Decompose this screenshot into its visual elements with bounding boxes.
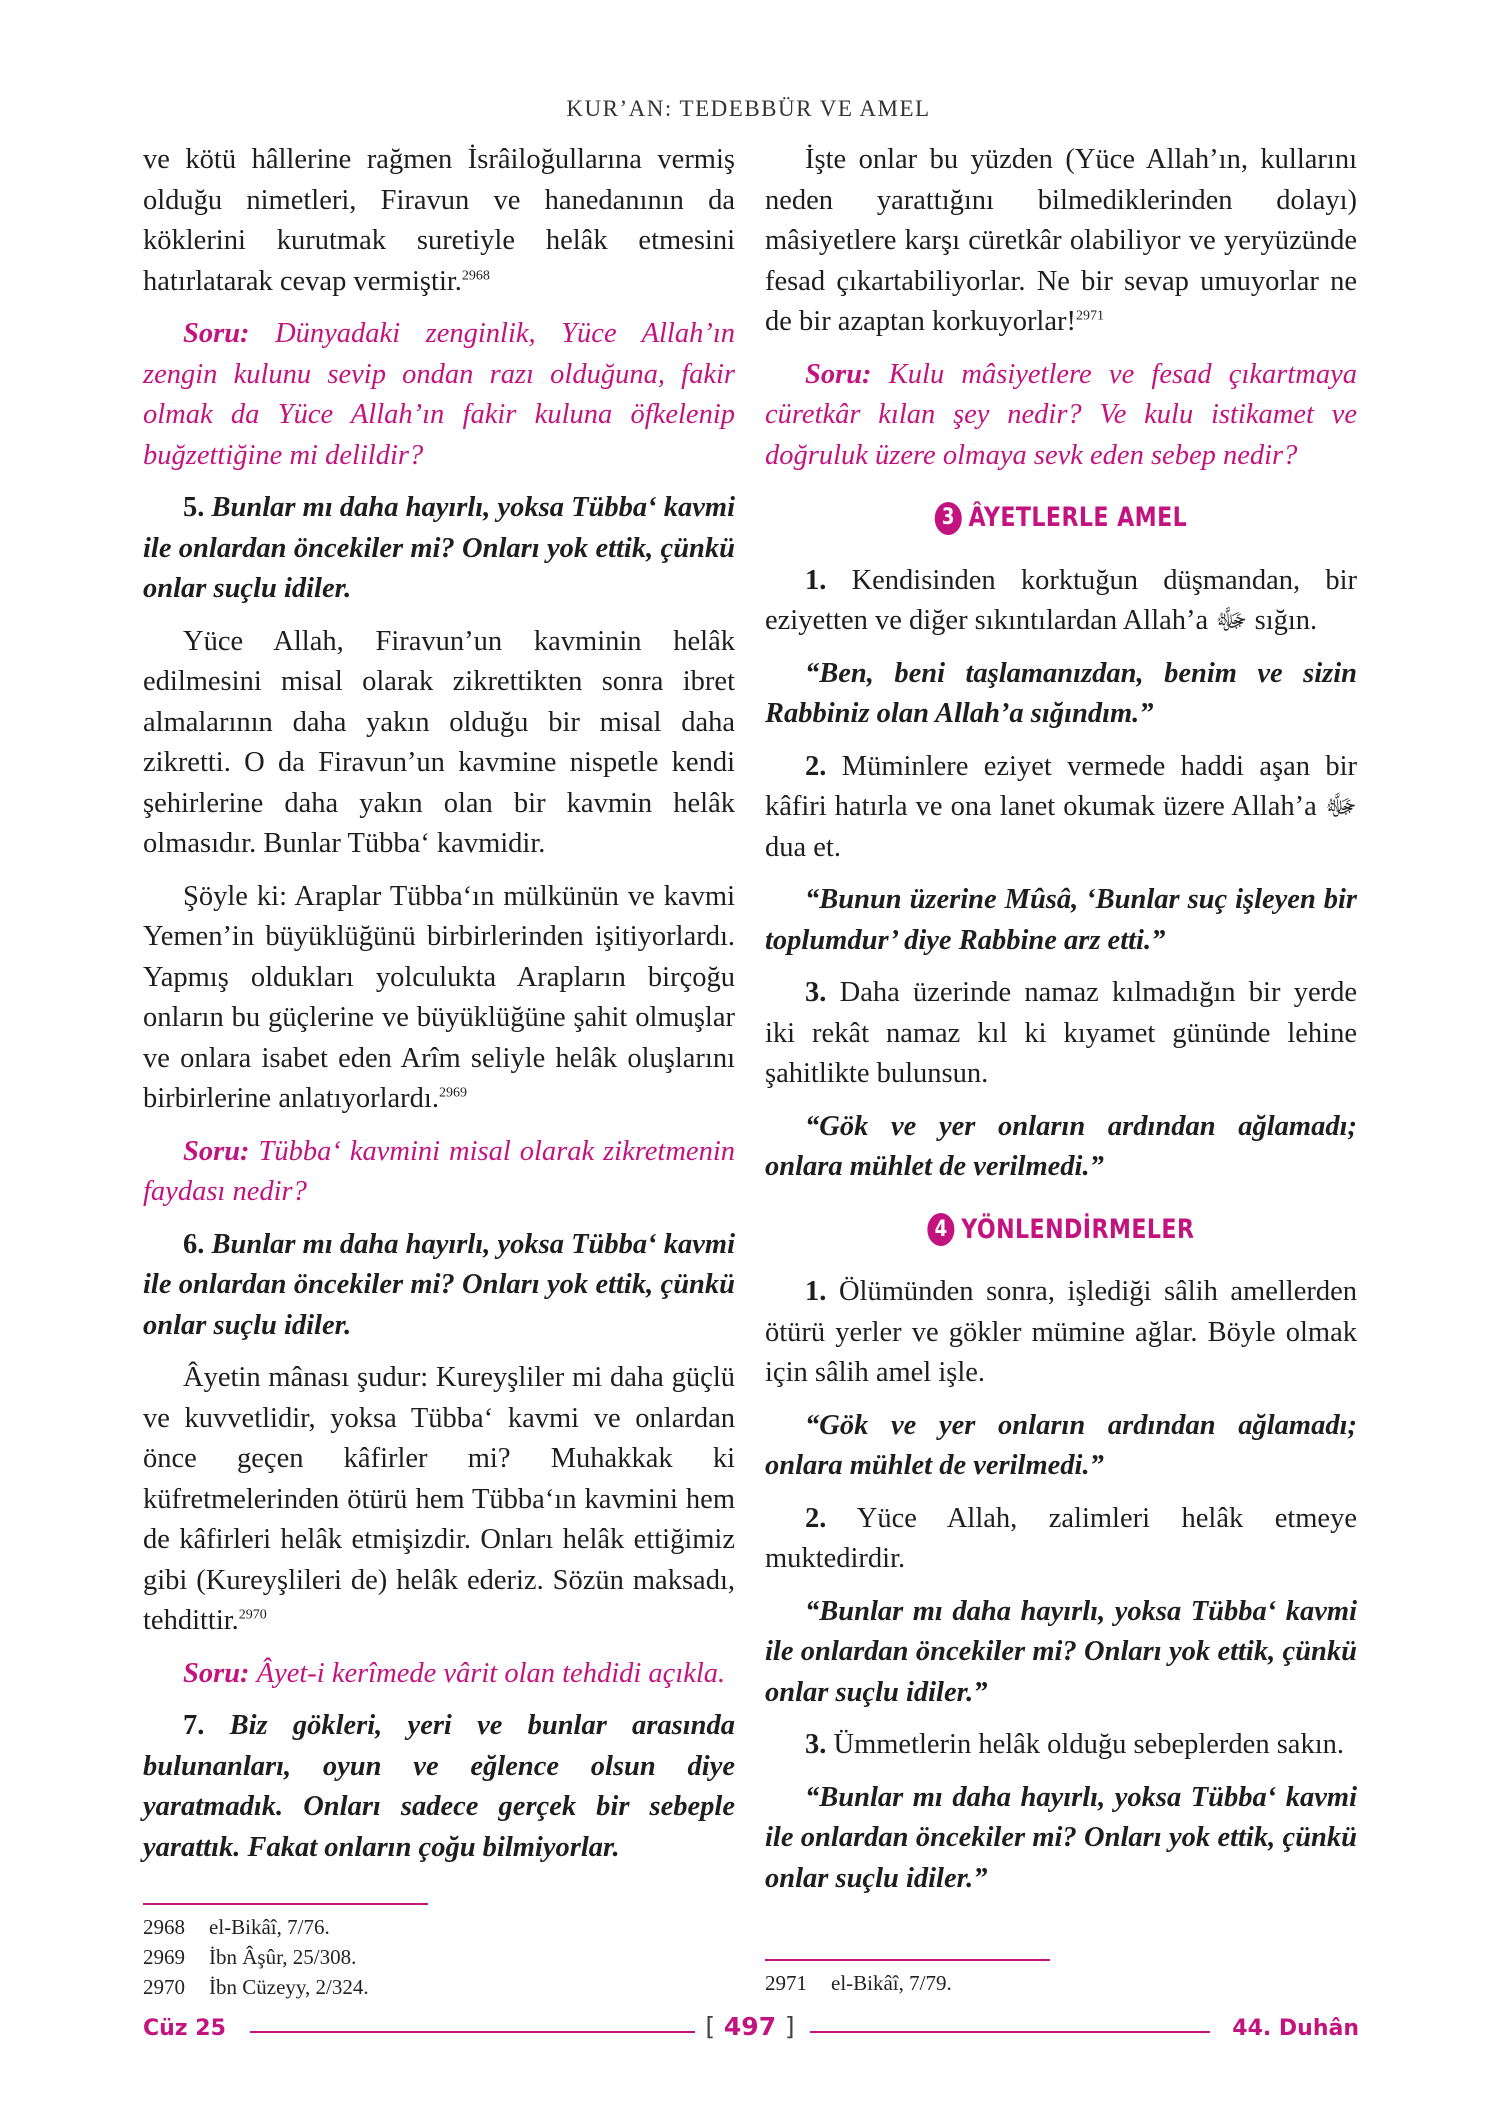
item-text: Yüce Allah, zalimleri helâk etmeye muktedirdir. xyxy=(765,1502,1357,1574)
footnote-text: el-Bikâî, 7/76. xyxy=(209,1915,330,1939)
section-title: YÖNLENDİRMELER xyxy=(961,1213,1195,1245)
question-text: Dünyadaki zenginlik, Yüce Allah’ın zengin kulunu sevip ondan razı olduğuna, fakir olmak da Yüce Allah’ın fakir kuluna öfkelenip buğzettiğine mi delildir? xyxy=(143,318,736,471)
item-number: 3. xyxy=(805,1729,827,1760)
paragraph xyxy=(143,140,735,302)
footnote-number: 2969 xyxy=(143,1945,185,1969)
section-heading-yonlendirmeler xyxy=(818,1210,1303,1251)
item-number: 2. xyxy=(805,1502,827,1534)
verse-quote: “Bunlar mı daha hayırlı, yoksa Tübba‘ kavmi ile onlardan öncekiler mi? Onları yok ettik, çünkü onlar suçlu idiler.” xyxy=(765,1595,1357,1708)
question-text: Âyet-i kerîmede vârit olan tehdidi açıkla. xyxy=(256,1657,726,1689)
footnotes-left xyxy=(143,1912,369,2002)
section-title: ÂYETLERLE AMEL xyxy=(968,502,1188,533)
item-number: 3. xyxy=(805,977,827,1008)
verse-quote: “Bunun üzerine Mûsâ, ‘Bunlar suç işleyen bir toplumdur’ diye Rabbine arz etti.” xyxy=(765,884,1357,956)
bracket: ] xyxy=(784,2012,795,2041)
section-number-badge: 4 xyxy=(928,1213,955,1246)
paragraph-text: İşte onlar bu yüzden (Yüce Allah’ın, kullarını neden yarattığını bilmediklerinden dolayı) mâsiyetlere karşı cüretkâr olabiliyor ve yeryüzünde fesad çıkartabiliyorlar. Ne bir sevap umuyorlar ne de bir azaptan korkuyorlar! xyxy=(765,144,1357,337)
verse-quote: “Ben, beni taşlamanızdan, benim ve sizin Rabbiniz olan Allah’a sığındım.” xyxy=(765,657,1357,729)
item-text: Müminlere eziyet vermede haddi aşan bir kâfiri hatırla ve ona lanet okumak üzere Allah’a ﷻ dua et. xyxy=(765,750,1357,863)
verse-text: Biz gökleri, yeri ve bunlar arasında bulunanları, oyun ve eğlence olsun diye yaratmadık. Onları sadece gerçek bir sebeple yarattık. Fakat onların çoğu bilmiyorlar. xyxy=(143,1710,735,1863)
right-column xyxy=(765,140,1357,1911)
juz-label: Cüz 25 xyxy=(143,2016,226,2041)
footnote-rule xyxy=(143,1903,428,1905)
paragraph xyxy=(765,140,1357,343)
page-number-value: 497 xyxy=(723,2012,777,2041)
item-number: 1. xyxy=(805,1276,827,1307)
question-text: Kulu mâsiyetlere ve fesad çıkartmaya cüretkâr kılan şey nedir? Ve kulu istikamet ve doğruluk üzere olmaya sevk eden sebep nedir? xyxy=(765,358,1358,471)
verse-number: 6. xyxy=(183,1228,205,1260)
footnotes-right xyxy=(765,1968,952,1998)
footnote-rule xyxy=(765,1959,1050,1961)
question xyxy=(143,1132,735,1213)
footnote-number: 2970 xyxy=(143,1975,185,1999)
footnote-number: 2968 xyxy=(143,1915,185,1939)
footnote-ref: 2969 xyxy=(438,1085,467,1101)
footnote-ref: 2970 xyxy=(238,1607,267,1623)
item-number: 1. xyxy=(805,564,827,596)
surah-label: 44. Duhân xyxy=(1232,2016,1359,2041)
question-label: Soru: xyxy=(183,318,250,349)
paragraph-text: Âyetin mânası şudur: Kureyşliler mi daha güçlü ve kuvvetlidir, yoksa Tübba‘ kavmi ve onlardan önce geçen kâfirler mi? Muhakkak ki küfretmelerinden ötürü hem Tübba‘ın kavmini hem de kâfirleri helâk etmişizdir. Onları helâk ettiğimiz gibi (Kureyşlileri de) helâk ederiz. Sözün maksadı, tehdittir. xyxy=(143,1362,735,1636)
footer-rule xyxy=(250,2031,695,2033)
footnote xyxy=(143,1942,369,1972)
footnote-ref: 2968 xyxy=(461,268,490,283)
verse-quote: “Gök ve yer onların ardından ağlamadı; onlara mühlet de verilmedi.” xyxy=(765,1409,1357,1481)
question-label: Soru: xyxy=(805,358,872,390)
section-number-badge: 3 xyxy=(935,502,962,535)
list-item xyxy=(765,561,1357,642)
verse-item xyxy=(143,1706,735,1868)
footnote-text: İbn Cüzeyy, 2/324. xyxy=(209,1975,369,1999)
list-item xyxy=(765,1272,1357,1394)
list-item xyxy=(765,973,1357,1095)
verse-item xyxy=(143,1225,735,1347)
footnote xyxy=(765,1968,952,1998)
page-footer xyxy=(0,2014,1497,2054)
list-item xyxy=(765,1499,1357,1580)
page-number xyxy=(700,2012,800,2041)
bracket: [ xyxy=(705,2012,716,2041)
verse-quote: “Bunlar mı daha hayırlı, yoksa Tübba‘ kavmi ile onlardan öncekiler mi? Onları yok ettik, çünkü onlar suçlu idiler.” xyxy=(765,1781,1357,1894)
item-text: Daha üzerinde namaz kılmadığın bir yerde iki rekât namaz kıl ki kıyamet gününde lehine şahitlikte bulunsun. xyxy=(765,977,1358,1089)
section-heading-ayetlerle-amel xyxy=(818,498,1303,539)
verse-text: Bunlar mı daha hayırlı, yoksa Tübba‘ kavmi ile onlardan öncekiler mi? Onları yok ettik, çünkü onlar suçlu idiler. xyxy=(143,492,736,604)
item-text: Ümmetlerin helâk olduğu sebeplerden sakın. xyxy=(833,1729,1344,1760)
footer-rule xyxy=(810,2031,1210,2033)
question xyxy=(143,314,735,476)
verse-number: 7. xyxy=(183,1710,205,1741)
footnote xyxy=(143,1972,369,2002)
item-text: Ölümünden sonra, işlediği sâlih amellerden ötürü yerler ve gökler mümine ağlar. Böyle olmak için sâlih amel işle. xyxy=(765,1276,1357,1388)
list-item xyxy=(765,747,1357,869)
item-number: 2. xyxy=(805,750,827,782)
footnote-number: 2971 xyxy=(765,1971,807,1995)
footnote-text: İbn Âşûr, 25/308. xyxy=(209,1945,357,1969)
question-text: Tübba‘ kavmini misal olarak zikretmenin faydası nedir? xyxy=(143,1135,736,1207)
running-title: KUR’AN: TEDEBBÜR VE AMEL xyxy=(566,96,931,121)
paragraph xyxy=(143,877,735,1120)
left-column xyxy=(143,140,735,1880)
paragraph xyxy=(143,1358,735,1642)
paragraph-text: ve kötü hâllerine rağmen İsrâiloğullarına vermiş olduğu nimetleri, Firavun ve hanedanının da köklerini kurutmak suretiyle helâk etmesini hatırlatarak cevap vermiştir. xyxy=(143,144,735,297)
verse-number: 5. xyxy=(183,492,205,523)
item-text: Kendisinden korktuğun düşmandan, bir eziyetten ve diğer sıkıntılardan Allah’a ﷻ sığın. xyxy=(765,564,1357,636)
footnote xyxy=(143,1912,369,1942)
verse-item xyxy=(143,488,735,610)
verse-quote: “Gök ve yer onların ardından ağlamadı; onlara mühlet de verilmedi.” xyxy=(765,1110,1357,1182)
question xyxy=(765,355,1357,477)
question xyxy=(143,1654,735,1695)
verse-text: Bunlar mı daha hayırlı, yoksa Tübba‘ kavmi ile onlardan öncekiler mi? Onları yok ettik, çünkü onlar suçlu idiler. xyxy=(143,1228,736,1341)
footnote-ref: 2971 xyxy=(1075,308,1104,324)
list-item xyxy=(765,1725,1357,1766)
paragraph: Yüce Allah, Firavun’un kavminin helâk edilmesini misal olarak zikrettikten sonra ibret almalarının daha yakın olduğu bir misal daha zikretti. O da Firavun’un kavmine nispetle kendi şehirlerine daha yakın olan bir kavmin helâk olmasıdır. Bunlar Tübba‘ kavmidir. xyxy=(143,625,735,859)
paragraph-text: Şöyle ki: Araplar Tübba‘ın mülkünün ve kavmi Yemen’in büyüklüğünü birbirlerinden işitiyorlardı. Yapmış oldukları yolculukta Arapların birçoğu onların bu güçlerine ve büyüklüğüne şahit olmuşlar ve onlara isabet eden Arîm seliyle helâk oluşlarını birbirlerine anlatıyorlardı. xyxy=(143,880,735,1114)
footnote-text: el-Bikâî, 7/79. xyxy=(831,1971,952,1995)
question-label: Soru: xyxy=(183,1657,250,1689)
question-label: Soru: xyxy=(183,1135,250,1167)
